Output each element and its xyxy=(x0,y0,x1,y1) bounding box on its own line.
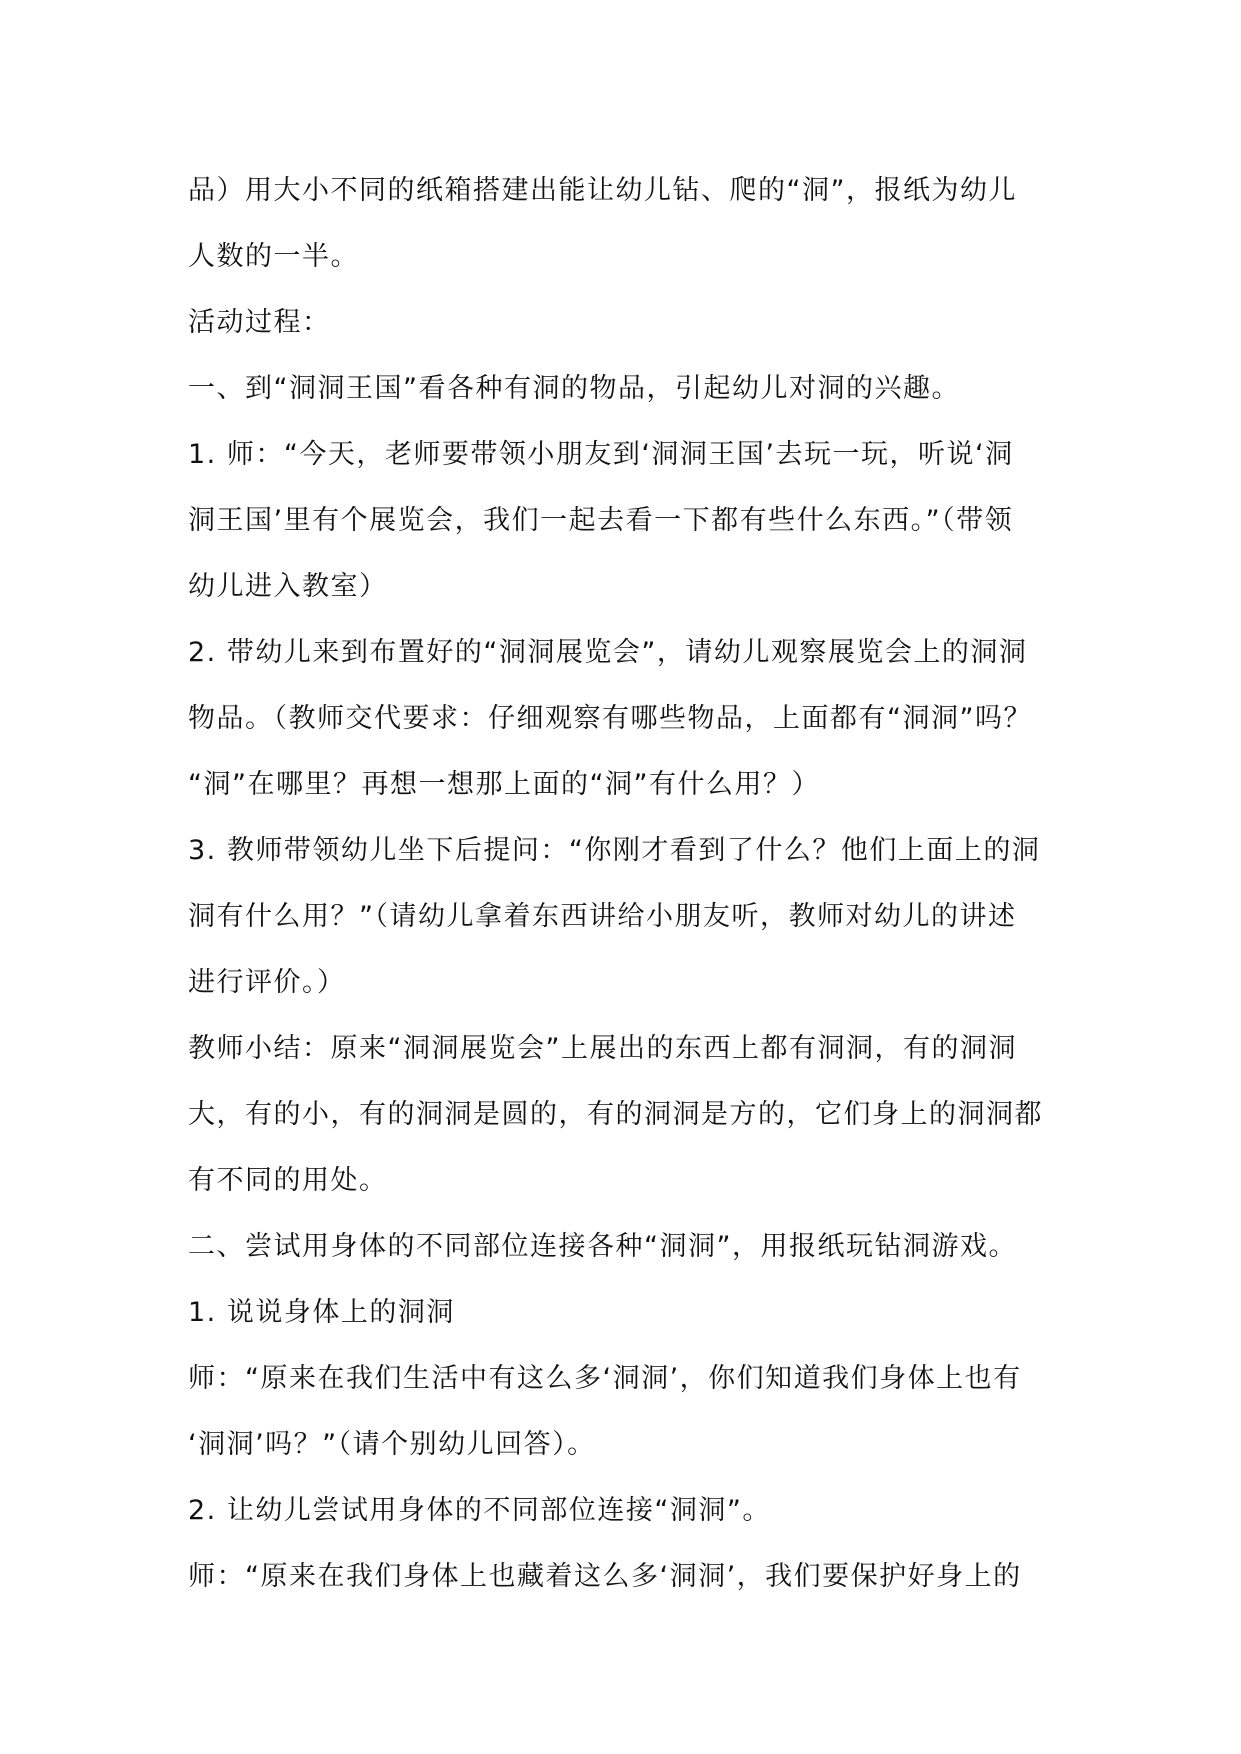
section-heading: 一、到“洞洞王国”看各种有洞的物品，引起幼儿对洞的兴趣。 xyxy=(188,373,960,404)
text-line: 洞王国’里有个展览会，我们一起去看一下都有些什么东西。”（带领 xyxy=(188,505,1014,536)
text-line: 2. 让幼儿尝试用身体的不同部位连接“洞洞”。 xyxy=(188,1495,771,1526)
text-line: 有不同的用处。 xyxy=(188,1165,388,1196)
text-line: 1. 师：“今天，老师要带领小朋友到‘洞洞王国’去玩一玩，听说‘洞 xyxy=(188,439,1014,470)
text-line: 幼儿进入教室） xyxy=(188,571,388,602)
section-heading: 二、尝试用身体的不同部位连接各种“洞洞”，用报纸玩钻洞游戏。 xyxy=(188,1231,1017,1262)
document-body xyxy=(188,158,1088,1610)
text-line: 物品。（教师交代要求：仔细观察有哪些物品，上面都有“洞洞”吗？ xyxy=(188,703,1032,734)
text-line: 1. 说说身体上的洞洞 xyxy=(188,1297,455,1328)
text-line: 师：“原来在我们生活中有这么多‘洞洞’，你们知道我们身体上也有 xyxy=(188,1363,1022,1394)
text-line: 教师小结：原来“洞洞展览会”上展出的东西上都有洞洞，有的洞洞 xyxy=(188,1033,1017,1064)
text-line: ‘洞洞’吗？”（请个别幼儿回答）。 xyxy=(188,1429,596,1460)
section-heading: 活动过程： xyxy=(188,307,331,338)
text-line: 进行评价。） xyxy=(188,967,346,998)
text-line: 3. 教师带领幼儿坐下后提问：“你刚才看到了什么？他们上面上的洞 xyxy=(188,835,1041,866)
text-line: 2. 带幼儿来到布置好的“洞洞展览会”，请幼儿观察展览会上的洞洞 xyxy=(188,637,1028,668)
text-line: 品）用大小不同的纸箱搭建出能让幼儿钻、爬的“洞”，报纸为幼儿 xyxy=(188,175,1017,206)
text-line: 师：“原来在我们身体上也藏着这么多‘洞洞’，我们要保护好身上的 xyxy=(188,1561,1022,1592)
text-line: 大，有的小，有的洞洞是圆的，有的洞洞是方的，它们身上的洞洞都 xyxy=(188,1099,1043,1130)
text-line: 人数的一半。 xyxy=(188,241,359,272)
text-line: 洞有什么用？”（请幼儿拿着东西讲给小朋友听，教师对幼儿的讲述 xyxy=(188,901,1017,932)
text-line: “洞”在哪里？再想一想那上面的“洞”有什么用？） xyxy=(188,769,820,800)
